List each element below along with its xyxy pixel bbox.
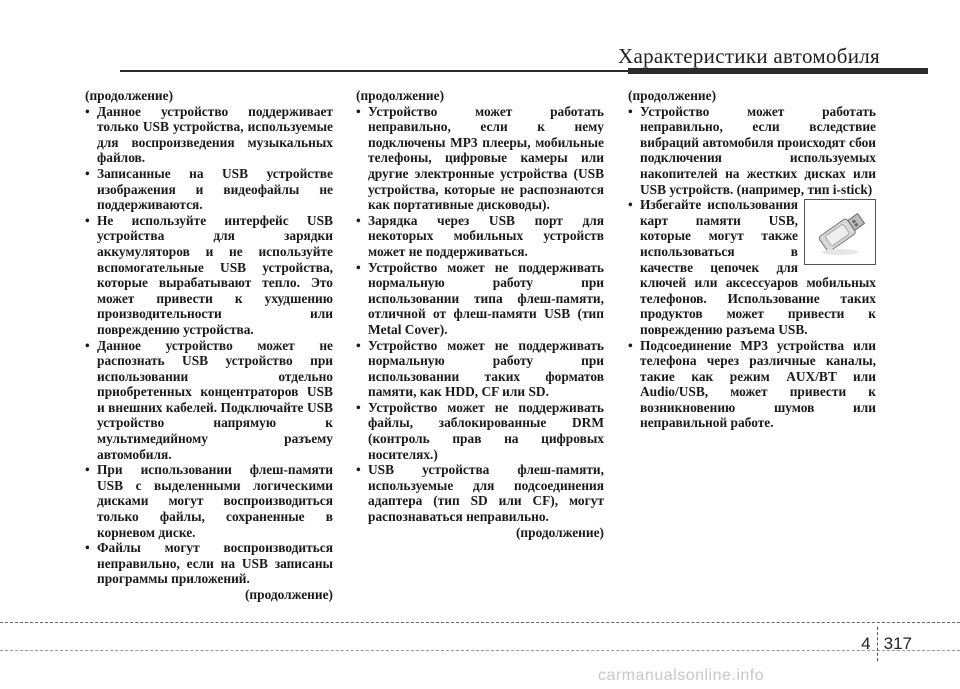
- text-column-2: [356, 88, 604, 540]
- continued-label: (продолжение): [515, 524, 604, 540]
- footer-rule-lower: [0, 650, 960, 651]
- page-number-value: 317: [883, 634, 912, 653]
- footer-rule: [0, 622, 960, 623]
- chapter-number: 4: [861, 634, 871, 653]
- usb-stick-icon: [805, 200, 875, 264]
- list-item: • USB устройства флеш-памяти, используемые для подсоединения адаптера (тип SD или CF), могут распознаваться неправильно.: [356, 462, 604, 524]
- list-item-text: Избегайте использования карт памяти USB, которые могут также использоваться в качестве цепочек для ключей или аксессуаров мобильных телефонов. Использование таких продуктов может привести к повреждению разъема USB.: [640, 197, 876, 337]
- list-item: • Устройство может не поддерживать нормальную работу при использовании таких форматов памяти, как HDD, CF или SD.: [356, 338, 604, 400]
- list-item-usb-keychain: [628, 197, 876, 337]
- continued-label: (продолжение): [628, 88, 717, 103]
- list-item: • Устройство может работать неправильно, если вследствие вибраций автомобиля происходят сбои подключения используемых накопителей на жестких дисках или USB устройств. (например, тип i-stick): [628, 104, 876, 198]
- list-item: • Подсоединение MP3 устройства или телефона через различные каналы, такие как режим AUX/BT или Audio/USB, может привести к возникновению шумов или неправильной работе.: [628, 338, 876, 432]
- continued-label: (продолжение): [85, 88, 174, 103]
- bullet-list: [85, 104, 333, 587]
- list-item: • Записанные на USB устройстве изображения и видеофайлы не поддерживаются.: [85, 166, 333, 213]
- list-item: • Файлы могут воспроизводиться неправильно, если на USB записаны программы приложений.: [85, 540, 333, 587]
- header-rule-thick: [628, 68, 928, 74]
- list-item: • Устройство может не поддерживать файлы, заблокированные DRM (контроль прав на цифровых носителях.): [356, 400, 604, 462]
- page-number: [861, 627, 912, 661]
- list-item: • Не используйте интерфейс USB устройства для зарядки аккумуляторов и не используйте вспомогательные USB устройства, которые вырабатывают тепло. Это может привести к ухудшению производительности или повреждению устройства.: [85, 213, 333, 338]
- list-item: • При использовании флеш-памяти USB с выделенными логическими дисками могут воспроизводиться только файлы, сохраненные в корневом диске.: [85, 462, 333, 540]
- list-item: • Данное устройство может не распознать USB устройство при использовании отдельно приобретенных концентраторов USB и внешних кабелей. Подключайте USB устройство напрямую к мультимедийному разъему автомобиля.: [85, 338, 333, 463]
- bullet-list: [628, 104, 876, 431]
- text-column-3: [628, 88, 876, 431]
- bullet-list: [356, 104, 604, 525]
- text-column-1: [85, 88, 333, 603]
- watermark: carmanualsonline.info: [598, 667, 765, 684]
- page-separator: [877, 627, 878, 661]
- list-item: • Данное устройство поддерживает только USB устройства, используемые для воспроизведения музыкальных файлов.: [85, 104, 333, 166]
- list-item: • Зарядка через USB порт для некоторых мобильных устройств может не поддерживаться.: [356, 213, 604, 260]
- header-rule-thin: [120, 70, 628, 72]
- section-title: Характеристики автомобиля: [618, 44, 880, 68]
- usb-stick-illustration: [804, 199, 876, 265]
- list-item: • Устройство может не поддерживать нормальную работу при использовании типа флеш-памяти, отличной от флеш-памяти USB (тип Metal Cover).: [356, 260, 604, 338]
- continued-label: (продолжение): [244, 587, 333, 602]
- continued-label: (продолжение): [356, 88, 445, 103]
- list-item: • Устройство может работать неправильно, если к нему подключены MP3 плееры, мобильные телефоны, цифровые камеры или другие электронные устройства (USB устройства, которые не распознаются как портативные дисководы).: [356, 104, 604, 213]
